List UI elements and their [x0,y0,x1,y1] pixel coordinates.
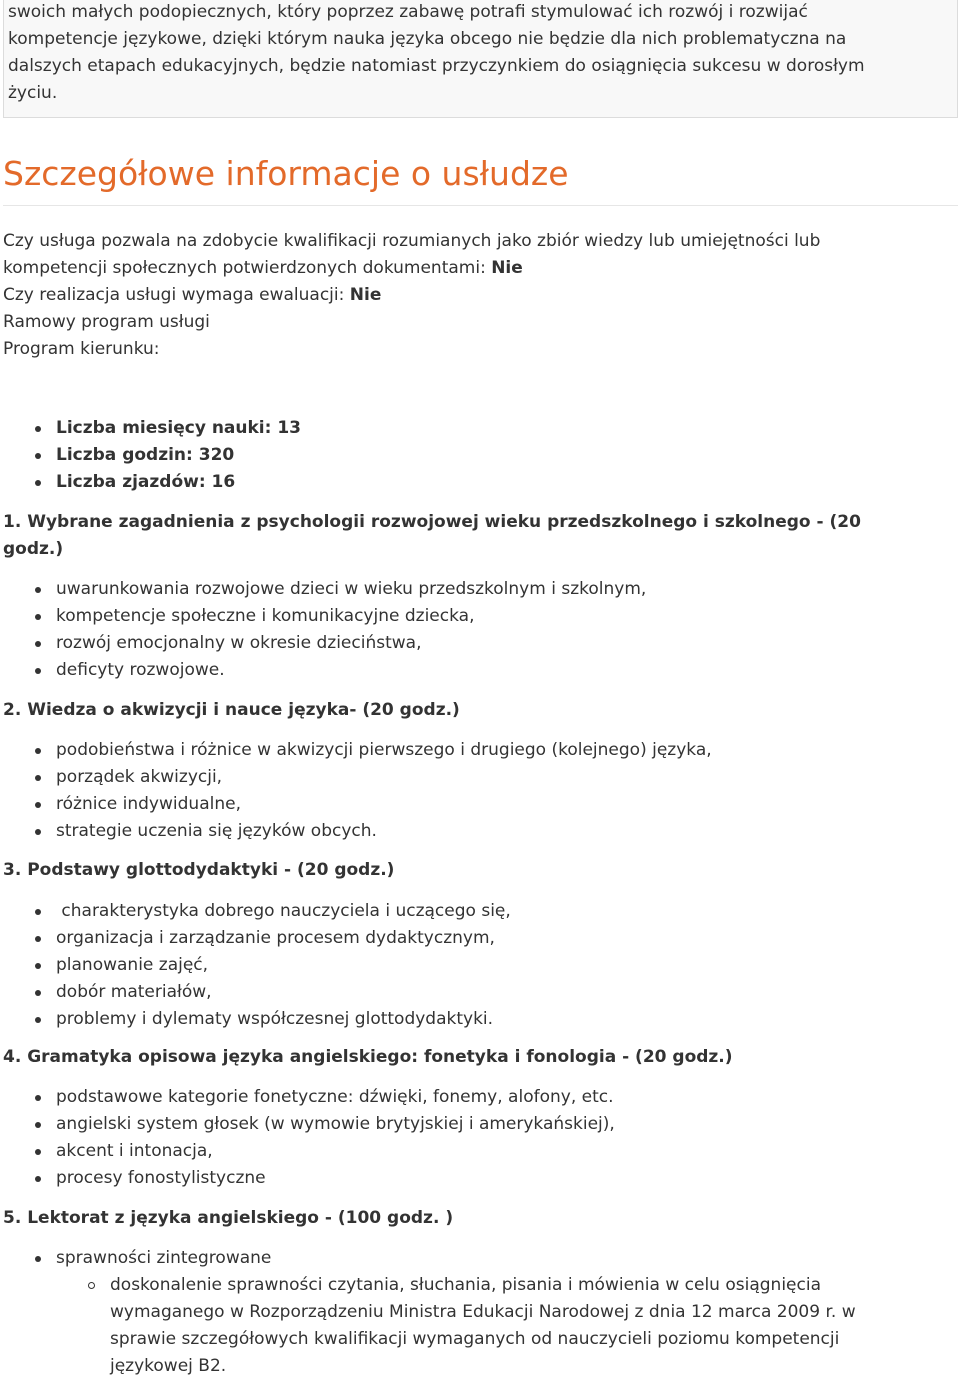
module-heading: 1. Wybrane zagadnienia z psychologii rozwojowej wieku przedszkolnego i szkolnego - (20 [3,512,861,532]
bullet-icon [35,748,41,754]
module-item: procesy fonostylistyczne [56,1168,266,1188]
summary-hours: Liczba godzin: 320 [56,445,235,465]
module-item: kompetencje społeczne i komunikacyjne dziecka, [56,606,475,626]
description-line: kompetencje językowe, dzięki którym nauka języka obcego nie będzie dla nich problematyczna na [8,29,847,49]
description-line: życiu. [8,83,58,103]
module-subitem-cont: sprawie szczegółowych kwalifikacji wymaganych od nauczycieli poziomu kompetencji [110,1329,840,1349]
bullet-icon [35,587,41,593]
module-item: dobór materiałów, [56,982,212,1002]
summary-months: Liczba miesięcy nauki: 13 [56,418,301,438]
module-item: różnice indywidualne, [56,794,241,814]
description-line: dalszych etapach edukacyjnych, będzie natomiast przyczynkiem do osiągnięcia sukcesu w dorosłym [8,56,865,76]
module-heading: 2. Wiedza o akwizycji i nauce języka- (20 godz.) [3,700,460,720]
bullet-icon [35,1149,41,1155]
module-heading: 3. Podstawy glottodydaktyki - (20 godz.) [3,860,395,880]
bullet-icon [35,480,41,486]
bullet-icon [35,1176,41,1182]
module-item: deficyty rozwojowe. [56,660,225,680]
description-box [3,0,958,118]
module-item: charakterystyka dobrego nauczyciela i uczącego się, [56,901,511,921]
bullet-icon [35,426,41,432]
module-item: sprawności zintegrowane [56,1248,272,1268]
evaluation-question-text: Czy realizacja usługi wymaga ewaluacji: [3,285,350,305]
bullet-icon [35,936,41,942]
bullet-icon [35,990,41,996]
bullet-icon [35,909,41,915]
module-item: rozwój emocjonalny w okresie dzieciństwa, [56,633,422,653]
framework-label: Ramowy program usługi [3,312,210,332]
module-item: podstawowe kategorie fonetyczne: dźwięki, fonemy, alofony, etc. [56,1087,614,1107]
module-item: angielski system głosek (w wymowie brytyjskiej i amerykańskiej), [56,1114,615,1134]
qualification-question-cont [3,255,523,282]
bullet-icon [35,775,41,781]
module-heading: 5. Lektorat z języka angielskiego - (100 godz. ) [3,1208,454,1228]
bullet-icon [35,614,41,620]
module-item: organizacja i zarządzanie procesem dydaktycznym, [56,928,495,948]
bullet-icon [35,1095,41,1101]
module-subitem-cont: językowej B2. [110,1356,227,1376]
evaluation-question [3,282,381,309]
module-heading-cont: godz.) [3,539,64,559]
evaluation-answer: Nie [349,285,382,305]
module-heading: 4. Gramatyka opisowa języka angielskiego: fonetyka i fonologia - (20 godz.) [3,1047,733,1067]
module-item: uwarunkowania rozwojowe dzieci w wieku przedszkolnym i szkolnym, [56,579,647,599]
module-item: strategie uczenia się języków obcych. [56,821,377,841]
module-item: podobieństwa i różnice w akwizycji pierwszego i drugiego (kolejnego) języka, [56,740,712,760]
module-subitem-cont: wymaganego w Rozporządzeniu Ministra Edukacji Narodowej z dnia 12 marca 2009 r. w [110,1302,856,1322]
summary-sessions: Liczba zjazdów: 16 [56,472,236,492]
bullet-icon [35,668,41,674]
module-item: planowanie zajęć, [56,955,209,975]
module-subitem: doskonalenie sprawności czytania, słuchania, pisania i mówienia w celu osiągnięcia [110,1275,821,1295]
qualification-question: Czy usługa pozwala na zdobycie kwalifikacji rozumianych jako zbiór wiedzy lub umiejętności lub [3,231,821,251]
hollow-bullet-icon [88,1282,95,1289]
section-title: Szczegółowe informacje o usłudze [3,154,569,193]
module-item: problemy i dylematy współczesnej glottodydaktyki. [56,1009,494,1029]
bullet-icon [35,641,41,647]
description-line: swoich małych podopiecznych, który poprzez zabawę potrafi stymulować ich rozwój i rozwijać [8,2,808,22]
bullet-icon [35,1017,41,1023]
bullet-icon [35,1122,41,1128]
module-item: porządek akwizycji, [56,767,223,787]
bullet-icon [35,829,41,835]
bullet-icon [35,963,41,969]
bullet-icon [35,1256,41,1262]
qualification-answer: Nie [491,258,523,278]
qualification-question-text: kompetencji społecznych potwierdzonych dokumentami: [3,258,492,278]
program-label: Program kierunku: [3,339,160,359]
module-item: akcent i intonacja, [56,1141,213,1161]
bullet-icon [35,802,41,808]
bullet-icon [35,453,41,459]
title-divider [3,205,958,206]
